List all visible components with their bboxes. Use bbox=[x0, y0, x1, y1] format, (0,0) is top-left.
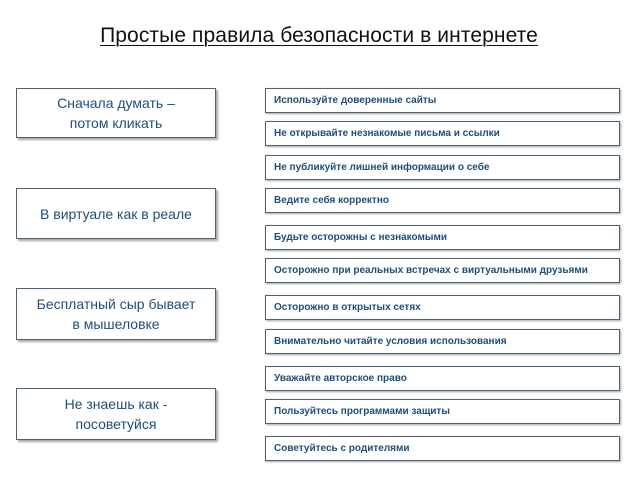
principle-box-virtual-as-real bbox=[16, 188, 216, 239]
rule-item: Не публикуйте лишней информации о себе bbox=[265, 155, 620, 180]
principle-label: В виртуале как в реале bbox=[40, 205, 192, 222]
rule-item: Пользуйтесь программами защиты bbox=[265, 399, 620, 424]
page-title: Простые правила безопасности в интернете bbox=[100, 24, 538, 47]
principle-label: Сначала думать – потом кликать bbox=[57, 95, 175, 131]
rule-item: Осторожно при реальных встречах с виртуальными друзьями bbox=[265, 258, 620, 283]
principle-box-ask-advice bbox=[16, 388, 216, 440]
principle-box-free-cheese bbox=[16, 288, 216, 340]
principle-label: Не знаешь как - посоветуйся bbox=[64, 396, 168, 432]
rule-item: Ведите себя корректно bbox=[265, 188, 620, 213]
rule-item: Осторожно в открытых сетях bbox=[265, 295, 620, 320]
principle-box-think-before-click bbox=[16, 88, 216, 138]
rule-item: Будьте осторожны с незнакомыми bbox=[265, 225, 620, 250]
rule-item: Внимательно читайте условия использования bbox=[265, 329, 620, 354]
principle-label: Бесплатный сыр бывает в мышеловке bbox=[36, 296, 196, 332]
rule-item: Советуйтесь с родителями bbox=[265, 436, 620, 461]
rule-item: Не открывайте незнакомые письма и ссылки bbox=[265, 121, 620, 146]
rule-item: Используйте доверенные сайты bbox=[265, 88, 620, 113]
rule-item: Уважайте авторское право bbox=[265, 366, 620, 391]
